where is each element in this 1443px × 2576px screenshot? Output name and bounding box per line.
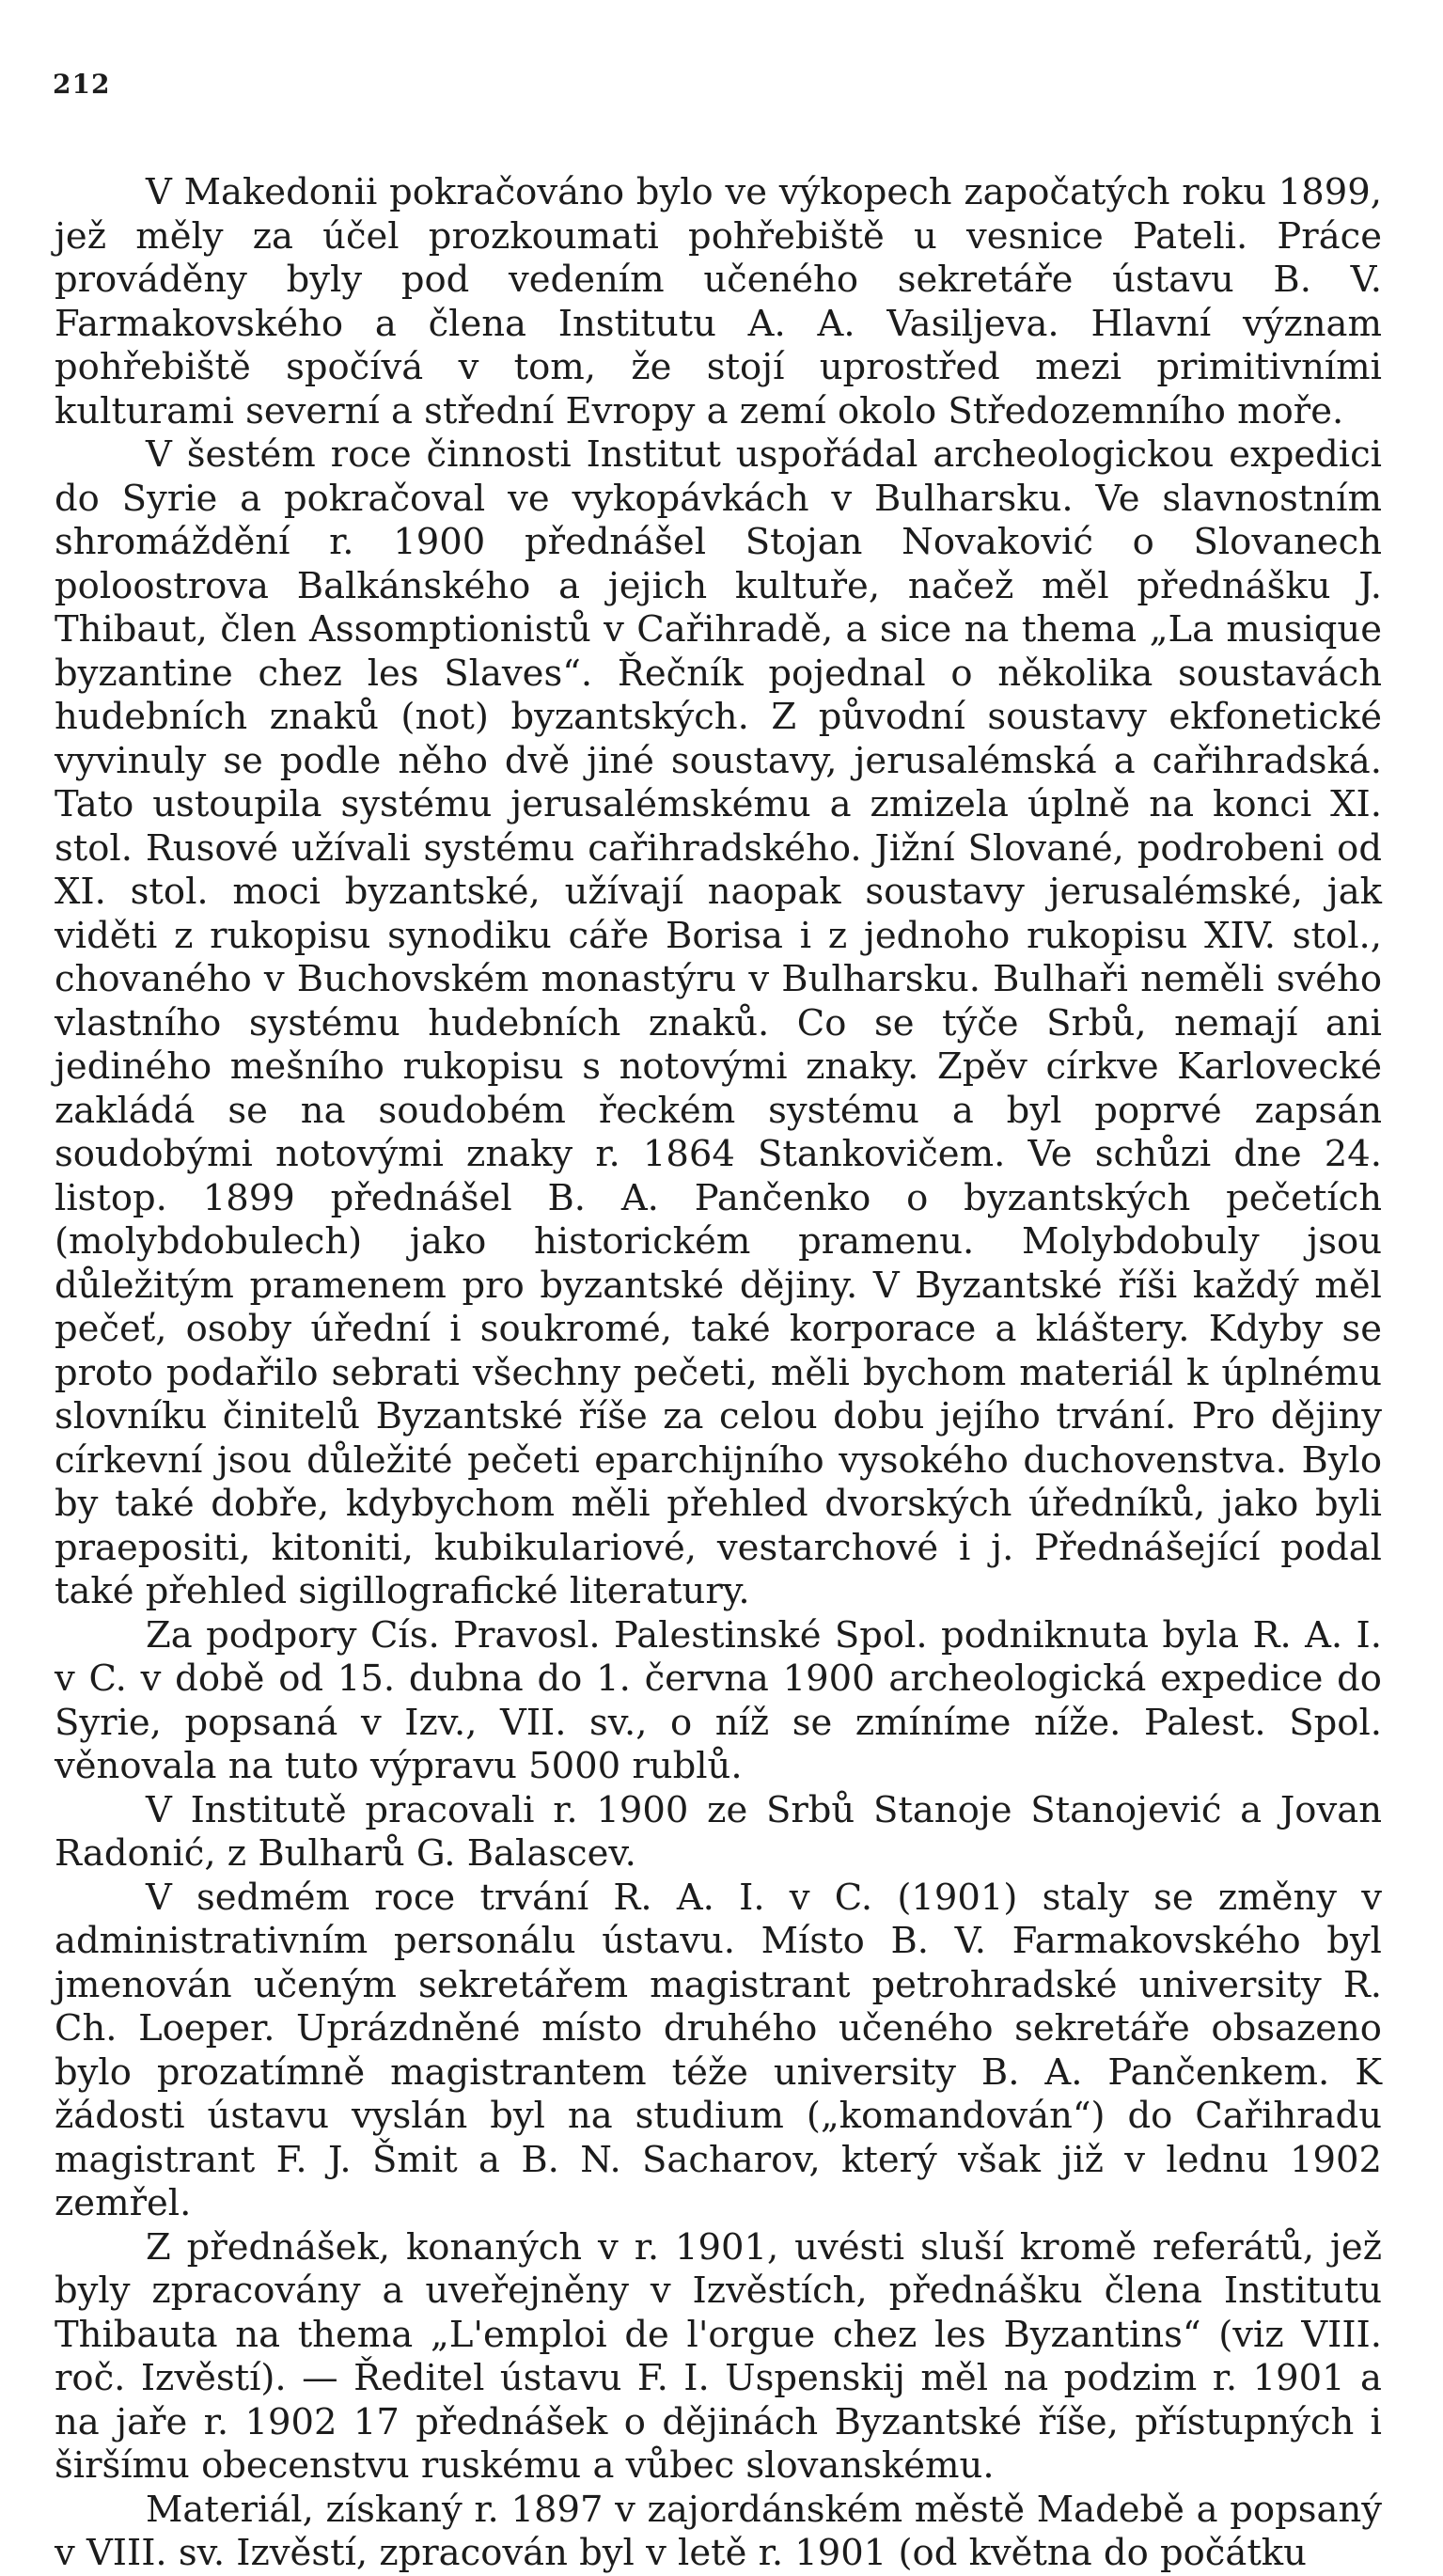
paragraph: V sedmém roce trvání R. A. I. v C. (1901) staly se změny v administrativním personálu ústavu. Místo B. V. Farmakovského byl jmenován učeným sekretářem magistrant petrohradské university R. Ch. Loeper. Uprázdněné místo druhého učeného sekretáře obsazeno bylo prozatímně magistrantem téže university B. A. Pančenkem. K žádosti ústavu vyslán byl na studium („komandován“) do Cařihradu magistrant F. J. Šmit a B. N. Sacharov, který však již v lednu 1902 zemřel. xyxy=(55,1876,1382,2224)
body-text xyxy=(55,171,1382,2576)
page-number: 212 xyxy=(53,69,111,100)
paragraph: V Makedonii pokračováno bylo ve výkopech započatých roku 1899, jež měly za účel prozkoumati pohřebiště u vesnice Pateli. Práce prováděny byly pod vedením učeného sekretáře ústavu B. V. Farmakovského a člena Institutu A. A. Vasiljeva. Hlavní význam pohřebiště spočívá v tom, že stojí uprostřed mezi primitivními kulturami severní a střední Evropy a zemí okolo Středozemního moře. xyxy=(55,171,1382,432)
paragraph: Materiál, získaný r. 1897 v zajordánském městě Madebě a popsaný v VIII. sv. Izvěstí, zpracován byl v letě r. 1901 (od května do počátku xyxy=(55,2488,1382,2574)
paragraph: V šestém roce činnosti Institut uspořádal archeologickou expedici do Syrie a pokračoval ve vykopávkách v Bulharsku. Ve slavnostním shromáždění r. 1900 přednášel Stojan Novaković o Slovanech poloostrova Balkánského a jejich kultuře, načež měl přednášku J. Thibaut, člen Assomptionistů v Cařihradě, a sice na thema „La musique byzantine chez les Slaves“. Řečník pojednal o několika soustavách hudebních znaků (not) byzantských. Z původní soustavy ekfonetické vyvinuly se podle něho dvě jiné soustavy, jerusalémská a cařihradská. Tato ustoupila systému jerusalémskému a zmizela úplně na konci XI. stol. Rusové užívali systému cařihradského. Jižní Slované, podrobeni od XI. stol. moci byzantské, užívají naopak soustavy jerusalémské, jak viděti z rukopisu synodiku cáře Borisa i z jednoho rukopisu XIV. stol., chovaného v Buchovském monastýru v Bulharsku. Bulhaři neměli svého vlastního systému hudebních znaků. Co se týče Srbů, nemají ani jediného mešního rukopisu s notovými znaky. Zpěv církve Karlovecké zakládá se na soudobém řeckém systému a byl poprvé zapsán soudobými notovými znaky r. 1864 Stankovičem. Ve schůzi dne 24. listop. 1899 přednášel B. A. Pančenko o byzantských pečetích (molybdobulech) jako historickém pramenu. Molybdobuly jsou důležitým pramenem pro byzantské dějiny. V Byzantské říši každý měl pečeť, osoby úřední i soukromé, také korporace a kláštery. Kdyby se proto podařilo sebrati všechny pečeti, měli bychom materiál k úplnému slovníku činitelů Byzantské říše za celou dobu jejího trvání. Pro dějiny církevní jsou důležité pečeti eparchijního vysokého duchovenstva. Bylo by také dobře, kdybychom měli přehled dvorských úředníků, jako byli praepositi, kitoniti, kubikulariové, vestarchové i j. Přednášející podal také přehled sigillografické literatury. xyxy=(55,433,1382,1612)
paragraph: Z přednášek, konaných v r. 1901, uvésti sluší kromě referátů, jež byly zpracovány a uveřejněny v Izvěstích, přednášku člena Institutu Thibauta na thema „L'emploi de l'orgue chez les Byzantins“ (viz VIII. roč. Izvěstí). — Ředitel ústavu F. I. Uspenskij měl na podzim r. 1901 a na jaře r. 1902 17 přednášek o dějinách Byzantské říše, přístupných i širšímu obecenstvu ruskému a vůbec slovanskému. xyxy=(55,2225,1382,2487)
paragraph: V Institutě pracovali r. 1900 ze Srbů Stanoje Stanojević a Jovan Radonić, z Bulharů G. Balascev. xyxy=(55,1788,1382,1875)
paragraph: Za podpory Cís. Pravosl. Palestinské Spol. podniknuta byla R. A. I. v C. v době od 15. dubna do 1. června 1900 archeologická expedice do Syrie, popsaná v Izv., VII. sv., o níž se zmíníme níže. Palest. Spol. věnovala na tuto výpravu 5000 rublů. xyxy=(55,1613,1382,1787)
